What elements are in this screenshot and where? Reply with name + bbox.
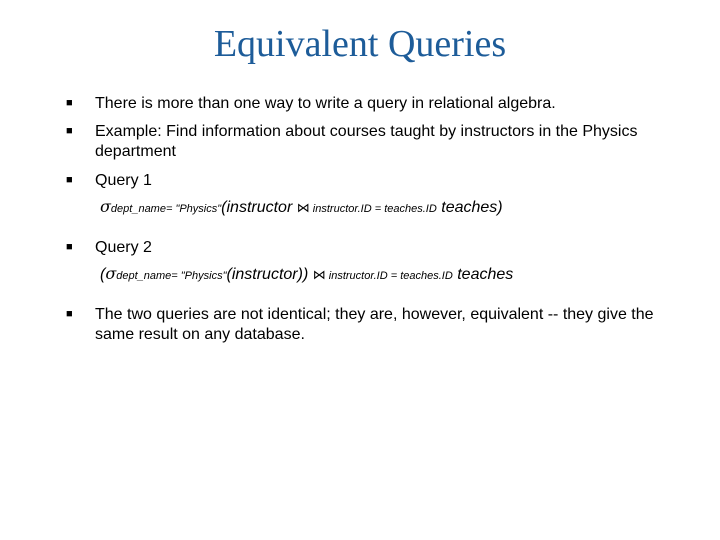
square-bullet-icon: ■ bbox=[66, 241, 73, 253]
sigma-symbol: σ bbox=[100, 197, 111, 216]
query1-formula bbox=[100, 197, 503, 217]
square-bullet-icon: ■ bbox=[66, 174, 73, 186]
selection-condition: dept_name= "Physics" bbox=[110, 203, 222, 215]
natural-join-icon: ⋈ bbox=[312, 268, 326, 283]
formula-close: teaches) bbox=[436, 199, 503, 216]
sigma-symbol: σ bbox=[105, 264, 117, 283]
square-bullet-icon: ■ bbox=[66, 125, 73, 137]
join-condition: instructor.ID = teaches.ID bbox=[309, 203, 437, 215]
square-bullet-icon: ■ bbox=[66, 97, 73, 109]
formula-open-paren: ( bbox=[100, 266, 106, 283]
square-bullet-icon: ■ bbox=[66, 308, 73, 320]
formula-right: teaches bbox=[452, 266, 514, 283]
slide-title: Equivalent Queries bbox=[213, 23, 507, 65]
query2-formula bbox=[100, 264, 513, 284]
selection-condition: dept_name= "Physics" bbox=[116, 270, 227, 282]
formula-open: (instructor bbox=[221, 199, 297, 216]
join-condition: instructor.ID = teaches.ID bbox=[325, 270, 453, 282]
formula-expr: (instructor)) bbox=[226, 266, 313, 283]
bullet-text-2: Example: Find information about courses taught by instructors in the Physics department bbox=[95, 123, 638, 160]
bullet-text-query2: Query 2 bbox=[95, 239, 152, 256]
bullet-text-5: The two queries are not identical; they are, however, equivalent -- they give the same result on any database. bbox=[95, 306, 654, 343]
bullet-text-1: There is more than one way to write a query in relational algebra. bbox=[95, 95, 556, 112]
natural-join-icon: ⋈ bbox=[296, 201, 310, 216]
bullet-text-query1: Query 1 bbox=[95, 172, 152, 189]
